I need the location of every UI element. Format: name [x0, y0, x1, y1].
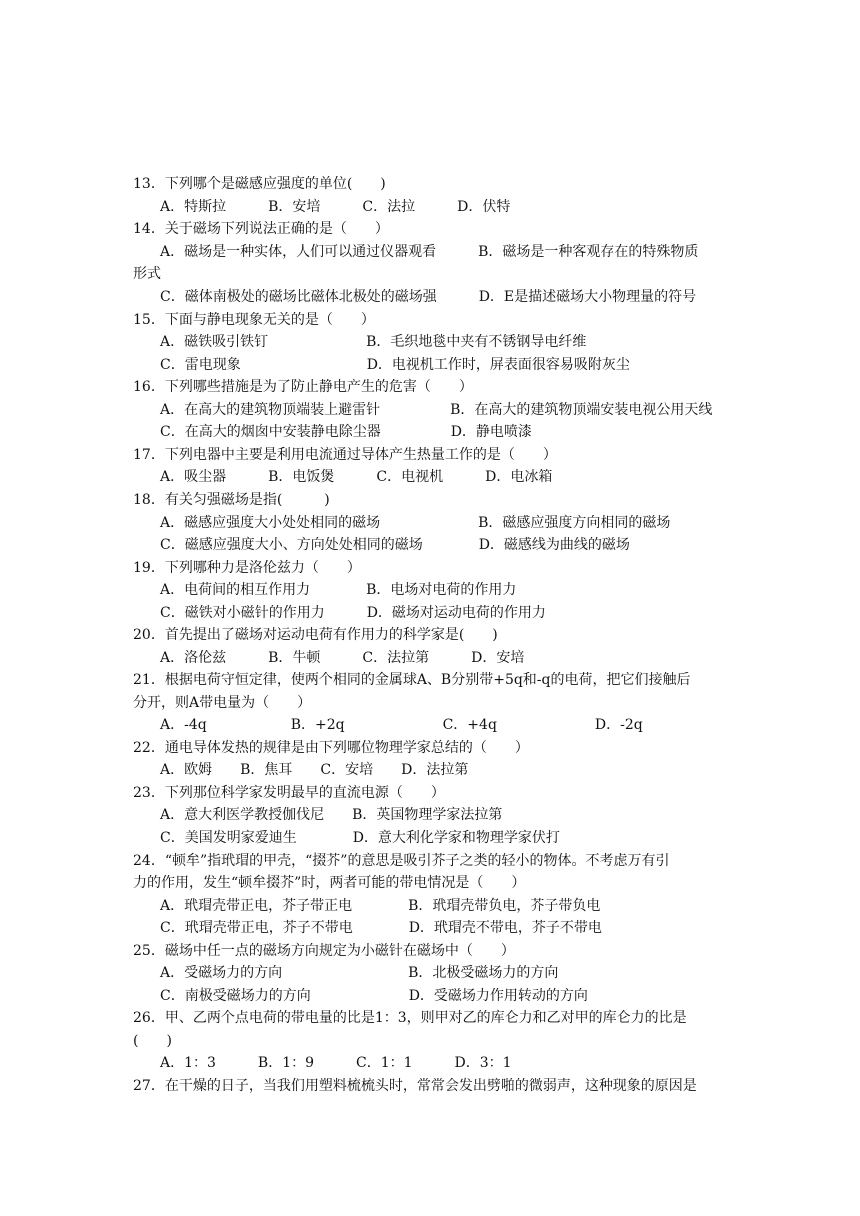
question-14-options-wrap: 形式	[133, 266, 161, 282]
question-25-options-cd: C．南极受磁场力的方向 D．受磁场力作用转动的方向	[160, 988, 588, 1004]
question-24-stem-wrap: 力的作用，发生“顿牟掇芥”时，两者可能的带电情况是（ ）	[133, 875, 526, 891]
question-23-options-cd: C．美国发明家爱迪生 D．意大利化学家和物理学家伏打	[160, 830, 560, 846]
question-18-options-ab: A．磁感应强度大小处处相同的磁场 B．磁感应强度方向相同的磁场	[160, 515, 671, 531]
question-18-stem: 18．有关匀强磁场是指( )	[133, 492, 330, 508]
question-19-options-ab: A．电荷间的相互作用力 B．电场对电荷的作用力	[160, 582, 517, 598]
question-21-options: A．-4q B．+2q C．+4q D．-2q	[160, 717, 643, 733]
question-15-stem: 15．下面与静电现象无关的是（ ）	[133, 312, 375, 328]
question-16-stem: 16．下列哪些措施是为了防止静电产生的危害（ ）	[133, 379, 473, 395]
question-22-stem: 22．通电导体发热的规律是由下列哪位物理学家总结的（ ）	[133, 740, 529, 756]
question-22-options: A．欧姆 B．焦耳 C．安培 D．法拉第	[160, 762, 469, 778]
question-23-stem: 23．下列那位科学家发明最早的直流电源（ ）	[133, 785, 445, 801]
question-25-options-ab: A．受磁场力的方向 B．北极受磁场力的方向	[160, 965, 559, 981]
question-21-stem-wrap: 分开，则A带电量为（ ）	[133, 695, 312, 711]
question-17-options: A．吸尘器 B．电饭煲 C．电视机 D．电冰箱	[160, 469, 553, 485]
question-16-options-cd: C．在高大的烟囱中安装静电除尘器 D．静电喷漆	[160, 424, 532, 440]
question-13-stem: 13．下列哪个是磁感应强度的单位( )	[133, 176, 386, 192]
question-20-options: A．洛伦兹 B．牛顿 C．法拉第 D．安培	[160, 650, 525, 666]
question-15-options-ab: A．磁铁吸引铁钉 B．毛织地毯中夹有不锈钢导电纤维	[160, 334, 587, 350]
question-20-stem: 20．首先提出了磁场对运动电荷有作用力的科学家是( )	[133, 627, 498, 643]
question-17-stem: 17．下列电器中主要是利用电流通过导体产生热量工作的是（ ）	[133, 447, 557, 463]
question-18-options-cd: C．磁感应强度大小、方向处处相同的磁场 D．磁感线为曲线的磁场	[160, 537, 630, 553]
question-16-options-ab: A．在高大的建筑物顶端装上避雷针 B．在高大的建筑物顶端安装电视公用天线	[160, 402, 713, 418]
question-15-options-cd: C．雷电现象 D．电视机工作时，屏表面很容易吸附灰尘	[160, 357, 630, 373]
question-24-stem: 24．“顿牟”指玳瑁的甲壳，“掇芥”的意思是吸引芥子之类的轻小的物体。不考虑万有引	[133, 853, 670, 869]
question-27-stem: 27．在干燥的日子，当我们用塑料梳梳头时，常常会发出劈啪的微弱声，这种现象的原因是	[133, 1078, 697, 1094]
question-21-stem: 21．根据电荷守恒定律，使两个相同的金属球A、B分别带+5q和-q的电荷，把它们接触后	[133, 672, 691, 688]
question-25-stem: 25．磁场中任一点的磁场方向规定为小磁针在磁场中（ ）	[133, 943, 515, 959]
question-24-options-cd: C．玳瑁壳带正电，芥子不带电 D．玳瑁壳不带电，芥子不带电	[160, 920, 602, 936]
question-19-options-cd: C．磁铁对小磁针的作用力 D．磁场对运动电荷的作用力	[160, 605, 546, 621]
question-14-stem: 14．关于磁场下列说法正确的是（ ）	[133, 221, 389, 237]
question-24-options-ab: A．玳瑁壳带正电，芥子带正电 B．玳瑁壳带负电，芥子带负电	[160, 898, 601, 914]
question-26-stem: 26．甲、乙两个点电荷的带电量的比是1：3，则甲对乙的库仑力和乙对甲的库仑力的比是	[133, 1010, 687, 1026]
question-26-stem-wrap: ( )	[133, 1033, 172, 1049]
question-14-options-cd: C．磁体南极处的磁场比磁体北极处的磁场强 D．E是描述磁场大小物理量的符号	[160, 289, 697, 305]
question-23-options-ab: A．意大利医学教授伽伐尼 B．英国物理学家法拉第	[160, 807, 503, 823]
question-19-stem: 19．下列哪种力是洛伦兹力（ ）	[133, 560, 361, 576]
question-26-options: A．1：3 B．1：9 C．1：1 D．3：1	[160, 1055, 512, 1071]
question-14-options-ab: A．磁场是一种实体，人们可以通过仪器观看 B．磁场是一种客观存在的特殊物质	[160, 244, 699, 260]
question-13-options: A．特斯拉 B．安培 C．法拉 D．伏特	[160, 199, 511, 215]
